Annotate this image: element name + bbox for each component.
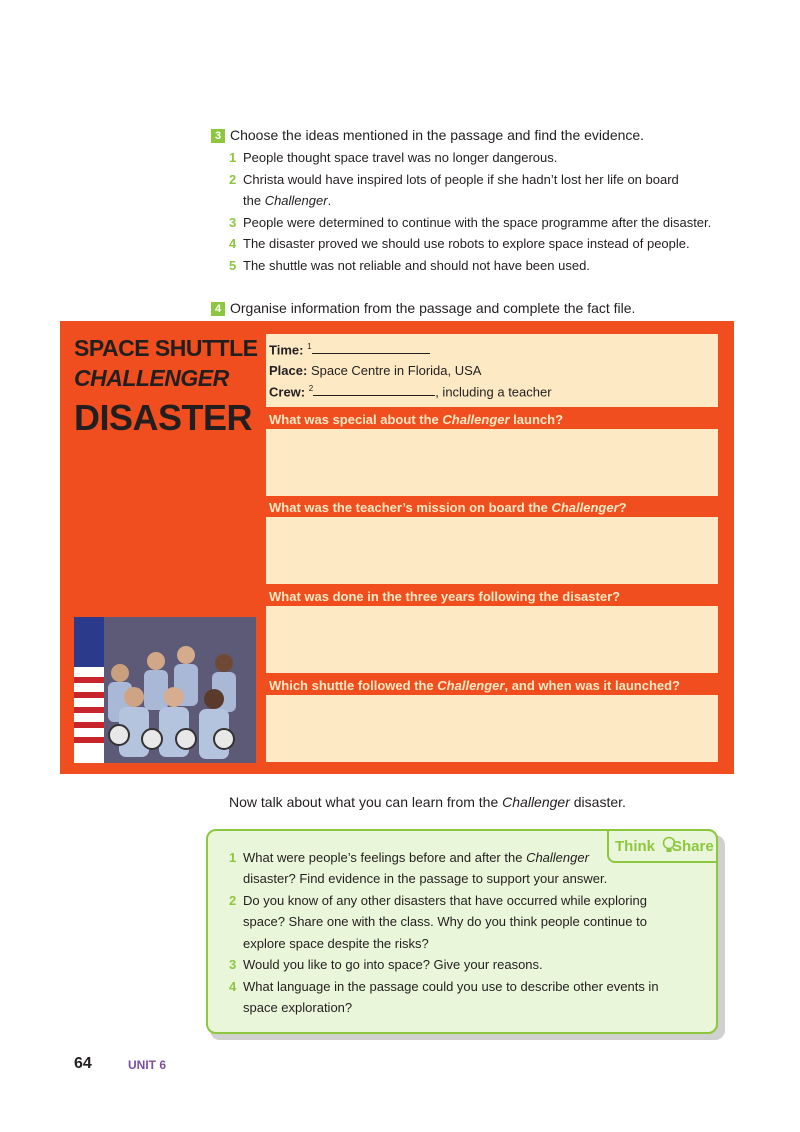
question-2 (269, 500, 627, 515)
page-number: 64 (74, 1055, 92, 1072)
place-label: Place: (269, 363, 308, 378)
item-number: 4 (229, 979, 237, 994)
item-number: 3 (229, 957, 237, 972)
answer-box-2[interactable] (266, 517, 718, 584)
question-text: What was done in the three years following the disaster? (269, 589, 621, 604)
unit-label: UNIT 6 (128, 1058, 167, 1072)
question-text: ? (618, 500, 627, 515)
crew-row (269, 384, 552, 399)
time-label: Time: (269, 342, 304, 358)
item-text: Would you like to go into space? Give your reasons. (243, 957, 543, 972)
answer-box-1[interactable] (266, 429, 718, 496)
shuttle-name: Challenger (526, 850, 589, 865)
item-text: Do you know of any other disasters that have occurred while exploring (243, 893, 647, 908)
fact-file-title-line-3: DISASTER (74, 397, 253, 438)
item-number: 5 (229, 258, 237, 273)
item-text: space exploration? (243, 1000, 353, 1015)
question-text: launch? (509, 412, 564, 427)
question-3 (269, 589, 620, 604)
item-text: disaster? Find evidence in the passage to support your answer. (243, 871, 608, 886)
exercise-4-number: 4 (211, 302, 225, 316)
crew-photo-image (74, 617, 256, 763)
item-text-fragment: . (327, 193, 332, 208)
item-text-fragment: the (243, 193, 265, 208)
think-share-tab (607, 829, 718, 863)
place-row (269, 363, 481, 378)
fact-file-title-line-2: CHALLENGER (74, 365, 229, 391)
fact-file (60, 321, 734, 774)
item-text: The disaster proved we should use robots to explore space instead of people. (243, 236, 690, 251)
time-row (269, 342, 430, 357)
crew-label: Crew: (269, 384, 306, 400)
question-text: Which shuttle followed the (269, 678, 438, 693)
item-text (243, 190, 331, 211)
crew-photo (74, 617, 256, 763)
item-text: Christa would have inspired lots of people if she hadn’t lost her life on board (243, 172, 679, 187)
item-number: 1 (229, 850, 237, 865)
question-4 (269, 678, 680, 693)
blank-number: 1 (307, 342, 312, 351)
time-blank[interactable] (312, 343, 430, 354)
item-number: 4 (229, 236, 237, 251)
question-text: , and when was it launched? (504, 678, 680, 693)
item-text (243, 847, 589, 868)
item-text: The shuttle was not reliable and should not have been used. (243, 258, 590, 273)
exercise-3-instruction: Choose the ideas mentioned in the passage and find the evidence. (230, 127, 645, 143)
share-label: Share (672, 838, 714, 855)
question-emphasis: Challenger (442, 412, 510, 427)
shuttle-name: Challenger (264, 193, 328, 208)
question-emphasis: Challenger (551, 500, 619, 515)
item-text: People were determined to continue with the space programme after the disaster. (243, 215, 712, 230)
item-number: 1 (229, 150, 237, 165)
item-text: What language in the passage could you use to describe other events in (243, 979, 659, 994)
answer-box-3[interactable] (266, 606, 718, 673)
question-text: What was the teacher’s mission on board the (269, 500, 552, 515)
place-value: Space Centre in Florida, USA (310, 363, 482, 378)
crew-blank[interactable] (313, 385, 435, 396)
talk-text: Now talk about what you can learn from the (229, 794, 503, 810)
talk-emphasis: Challenger (502, 794, 570, 810)
question-1 (269, 412, 563, 427)
exercise-3-number: 3 (211, 129, 225, 143)
think-label: Think (615, 838, 655, 855)
talk-text: disaster. (569, 794, 626, 810)
item-text: explore space despite the risks? (243, 936, 429, 951)
question-text: What was special about the (269, 412, 443, 427)
blank-number: 2 (308, 384, 314, 393)
crew-suffix: , including a teacher (435, 384, 552, 400)
item-number: 3 (229, 215, 237, 230)
question-emphasis: Challenger (437, 678, 505, 693)
answer-box-4[interactable] (266, 695, 718, 762)
item-text-fragment: What were people’s feelings before and after the (243, 850, 527, 865)
fact-file-title-line-1: SPACE SHUTTLE (74, 335, 258, 361)
item-text: space? Share one with the class. Why do you think people continue to (243, 914, 647, 929)
item-number: 2 (229, 172, 237, 187)
talk-prompt (229, 794, 626, 810)
item-text: People thought space travel was no longer dangerous. (243, 150, 558, 165)
exercise-4-instruction: Organise information from the passage and complete the fact file. (230, 300, 636, 316)
item-number: 2 (229, 893, 237, 908)
